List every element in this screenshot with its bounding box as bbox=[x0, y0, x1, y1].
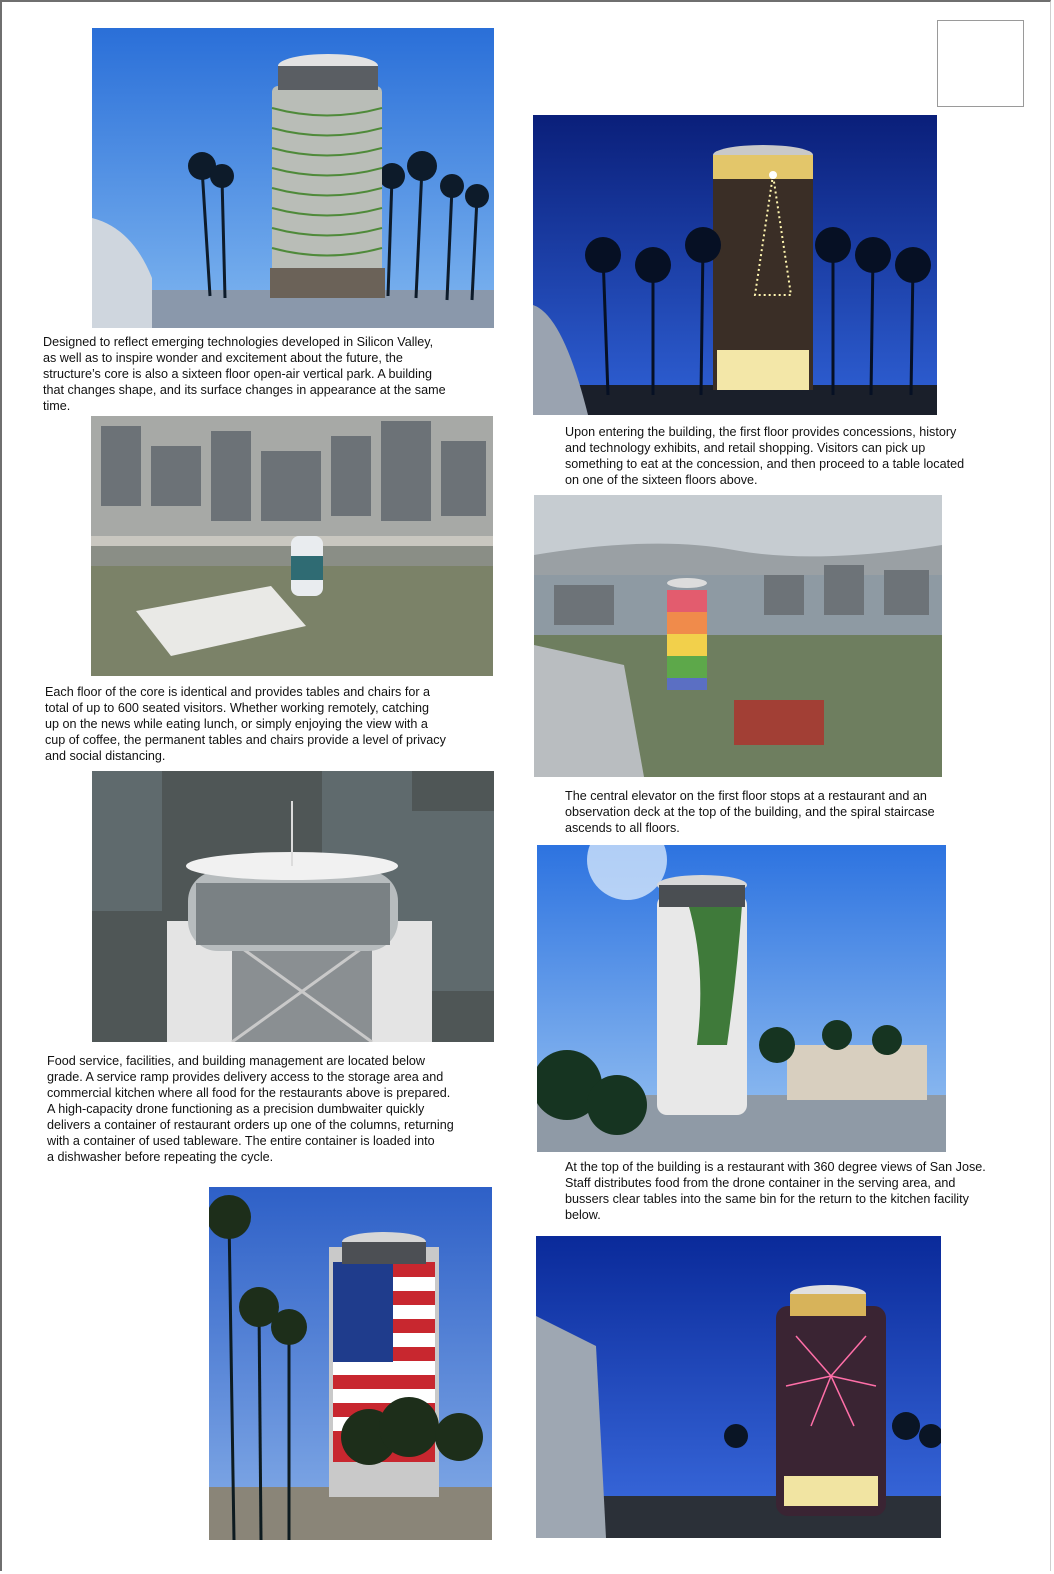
photo-tower-fireworks bbox=[536, 1236, 941, 1538]
stamp-box bbox=[937, 20, 1024, 107]
photo-top-restaurant-render bbox=[92, 771, 494, 1042]
photo-aerial-rainbow-tower bbox=[534, 495, 942, 777]
caption-food-service: Food service, facilities, and building management are located below grade. A service ramp provides delivery access to the storage area and commercial kitchen where all food for the restaurants above is prepared. A high-capacity drone functioning as a precision dumbwaiter quickly delivers a container of restaurant orders up one of the columns, returning with a container of used tableware. The entire container is loaded into a dishwasher before repeating the cycle. bbox=[47, 1054, 454, 1164]
caption-seating: Each floor of the core is identical and provides tables and chairs for a total of up to 600 seated visitors. Whether working remotely, catching up on the news while eating lunch, or simply enjoying the view with a cup of coffee, the permanent tables and chairs provide a level of privacy and social distancing. bbox=[45, 685, 446, 763]
photo-tower-green-vines bbox=[537, 845, 946, 1152]
caption-elevator: The central elevator on the first floor stops at a restaurant and an observation deck at the top of the building, and the spiral staircase ascends to all floors. bbox=[565, 789, 935, 835]
caption-first-floor: Upon entering the building, the first floor provides concessions, history and technology exhibits, and retail shopping. Visitors can pick up something to eat at the concession, and then proceed to a table located on one of the sixteen floors above. bbox=[565, 425, 965, 487]
photo-tower-flag bbox=[209, 1187, 492, 1540]
photo-tower-night-lights bbox=[533, 115, 937, 415]
caption-vertical-park: Designed to reflect emerging technologies developed in Silicon Valley, as well as to inspire wonder and excitement about the future, the structure’s core is also a sixteen floor open-air vertical park. A building that changes shape, and its surface changes in appearance at the same time. bbox=[43, 335, 446, 413]
photo-tower-day-palms bbox=[92, 28, 494, 328]
photo-aerial-arena bbox=[91, 416, 493, 676]
caption-restaurant: At the top of the building is a restaurant with 360 degree views of San Jose. Staff distributes food from the drone container in the serving area, and bussers clear tables into the same bin for the return to the kitchen facility below. bbox=[565, 1160, 986, 1222]
